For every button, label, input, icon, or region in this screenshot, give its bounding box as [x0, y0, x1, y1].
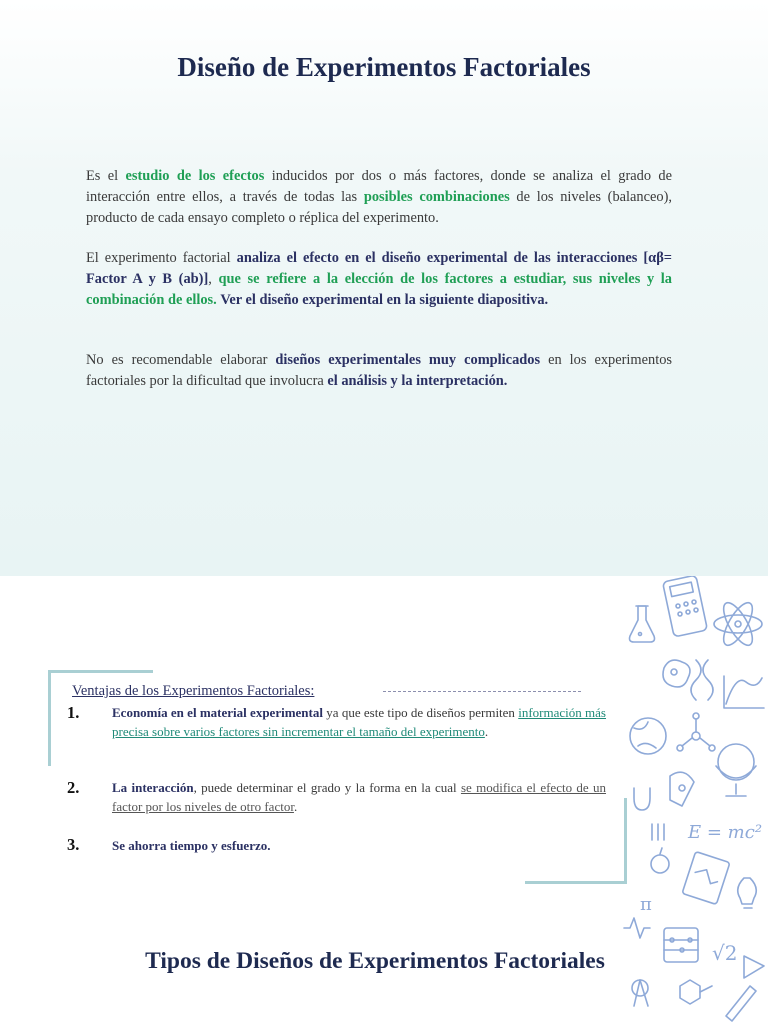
lines-icon [652, 824, 664, 840]
frame-corner-bottom-right [525, 881, 627, 884]
text: en los experimentos factoriales por la dificultad que involucra [86, 352, 672, 389]
list-number: 3. [67, 835, 80, 854]
item-underlined: información más precisa sobre varios factores sin incrementar el tamaño del experimento [112, 705, 606, 739]
globe-stand-icon [716, 744, 756, 796]
book-icon [682, 852, 730, 905]
frame-corner-top-left-vertical [48, 670, 51, 766]
dna-icon [691, 660, 713, 700]
item-tail: . [484, 724, 489, 739]
item-text: , puede determinar el grado y la forma en la cual [193, 780, 461, 795]
highlight-eleccion-factores: que se refiere a la elección de los factores a estudiar, sus niveles y la combinación de ellos. [86, 270, 672, 308]
abacus-icon [664, 928, 698, 962]
text: Es el [86, 168, 126, 184]
highlight-posibles-combinaciones: posibles combinaciones [363, 188, 510, 205]
list-item [112, 703, 606, 741]
rocket-icon [670, 772, 694, 806]
wave-icon [624, 918, 650, 938]
list-number: 1. [67, 703, 80, 722]
triangle-ruler-icon [744, 956, 764, 978]
item-underlined: se modifica el efecto de un factor por los niveles de otro factor [112, 780, 607, 814]
item-tail: . [293, 799, 298, 814]
item-bold: Se ahorra tiempo y esfuerzo. [112, 838, 271, 853]
slide-1-title: Diseño de Experimentos Factoriales [177, 52, 591, 82]
chart-icon [724, 676, 764, 708]
list-item [112, 778, 606, 816]
apple-icon [651, 848, 669, 873]
slide-2 [0, 576, 768, 1024]
paragraph-definition [86, 166, 672, 228]
list-item [112, 836, 606, 855]
hexagon-molecule-icon [680, 980, 712, 1004]
test-tube-icon [726, 986, 756, 1021]
bold-analisis-interpretacion: el análisis y la interpretación. [327, 372, 508, 389]
calculator-icon [663, 576, 708, 637]
compass-icon [632, 980, 648, 1006]
bold-disenos-complicados: diseños experimentales muy complicados [275, 352, 541, 368]
magnet-icon [634, 788, 650, 810]
text: inducidos por dos o más factores, donde se analiza el grado de interacción entre ellos, a través de todas las [86, 168, 672, 205]
text: No es recomendable elaborar [86, 352, 276, 368]
item-bold: Economía en el material experimental [112, 705, 323, 720]
item-bold: La interacción [112, 780, 194, 795]
slide-2-title: Tipos de Diseños de Experimentos Factoriales [145, 948, 605, 974]
list-number: 2. [67, 778, 80, 797]
globe-icon [630, 718, 666, 754]
text: El experimento factorial [86, 250, 237, 266]
bold-ver-diseno: Ver el diseño experimental en la siguiente diapositiva. [220, 291, 549, 308]
flask-icon [630, 606, 655, 642]
bold-analiza-efecto: analiza el efecto en el diseño experimental de las interacciones [αβ= Factor A y B (ab)] [86, 250, 672, 287]
text: , [208, 270, 219, 287]
atom-icon [714, 599, 762, 650]
pi-symbol: π [640, 894, 652, 915]
item-text: ya que este tipo de diseños permiten [322, 705, 519, 720]
dashed-divider [383, 691, 581, 692]
paragraph-interactions [86, 248, 672, 310]
paragraph-recommendation [86, 350, 672, 392]
formula-text: E = mc² [688, 822, 763, 843]
microbe-icon [663, 660, 690, 687]
advantages-subtitle: Ventajas de los Experimentos Factoriales: [72, 683, 315, 699]
frame-corner-top-left [48, 670, 153, 673]
lightbulb-icon [738, 878, 757, 908]
molecule-icon [677, 713, 715, 751]
highlight-estudio-efectos: estudio de los efectos [125, 168, 265, 184]
science-doodles [620, 576, 768, 1024]
sqrt-symbol: √2 [712, 941, 738, 965]
text: de los niveles (balanceo), producto de cada ensayo completo o réplica del experimento. [86, 188, 672, 226]
